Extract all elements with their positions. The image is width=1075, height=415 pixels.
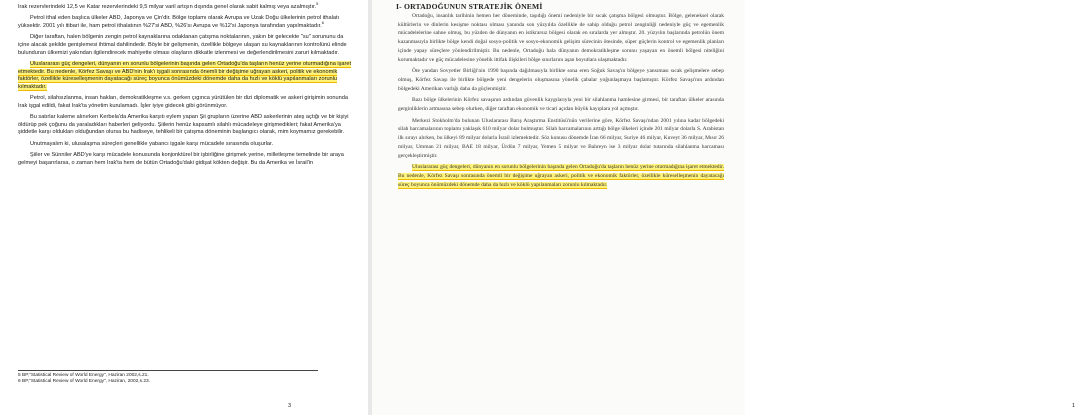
paragraph bbox=[398, 67, 724, 93]
highlighted-text: Uluslararası güç dengeleri, dünyanın en sorunlu bölgelerinin başında gelen Ortadoğu'da taşların henüz yerine oturmadığına işaret etmektedir. Bu nedenle, Körfez Savaşı sonrasında önemli bir değişime uğrayan askeri, politik ve ekonomik faktörler, özellikle küreselleşmenin dayatacağı süreç boyunca önümüzdeki dönemde daha da hızlı ve köklü yapılanmaları zorunlu kılmaktadır. bbox=[398, 164, 724, 188]
highlighted-paragraph bbox=[18, 61, 352, 91]
paragraph bbox=[398, 117, 724, 161]
paragraph-text: Irak rezervlerindeki 12,5 ve Katar rezervlerindeki 9,5 milyar varil artışın dışında genel olarak sabit kalmış veya azalmıştır. bbox=[18, 4, 317, 10]
paragraph-text: Unutmayalım ki, ulusalaşma süreçleri genellikle yabancı işgale karşı mücadele sırasında oluşurlar. bbox=[30, 140, 274, 147]
paragraph bbox=[18, 114, 352, 137]
paragraph-text: Ortadoğu, insanlık tarihinin hemen her döneminde, taşıdığı önemi nedeniyle bir sıcak çatışma bölgesi olmuştur. Bölge, geleneksel olarak kültürlerin ve dinlerin kesişme noktası olması yanında son yüzyılda özellikle de sahip olduğu petrol zenginliği nedeniyle güç ve egemenlik mücadelelerine sahne olmuş, bu yüzden de dünyanın en istikrarsız bölgesi olarak en sıralarda yer almıştır. 20. yüzyılın başlarında petrolün önem kazanmasıyla birlikte bölge kendi doğal sosyo-politik ve sosyo-ekonomik gelişim sürecinin ötesinde, süper güçlerin kontrol ve egemenlik planları içinde yapay süreçlere yönlendirilmiştir. Bu nedenle, Ortadoğu hala dünyanın demokratikleşme sorunu yaşayan en önemli bölgesi niteliğini korumaktadır ve güç mücadelesine yönelik ittifak ilişkileri bölge sınırlarını aşan boyutlara ulaşmaktadır. bbox=[398, 13, 724, 63]
page-number: 1 bbox=[1072, 403, 1075, 409]
paragraph bbox=[18, 141, 352, 149]
paragraph bbox=[18, 152, 352, 167]
footnotes bbox=[18, 370, 318, 385]
page-number: 3 bbox=[288, 403, 292, 409]
left-page-body bbox=[18, 1, 352, 171]
paragraph bbox=[398, 12, 724, 64]
paragraph bbox=[398, 96, 724, 113]
paragraph-text: Bu satırlar kaleme alınırken Kerbela'da Amerika karşıtı eylem yapan Şii grupların üzerine ABD askerlerinin ateş açtığı ve bir kişiyi öldürüp pek çoğunu da yaraladıkları haberleri geliyordu. Şiilerin henüz kapsamlı silahlı mücadeleye girişmedikleri; fakat Amerika'ya şiddetle karşı oldukları olduğundan olursa bu hadiseye, tehlikeli bir çatışma döneminin başlangıcı olarak, mim koymamız gerekebilir. bbox=[18, 114, 349, 136]
highlighted-paragraph bbox=[398, 163, 724, 189]
footnote-ref: 6 bbox=[321, 20, 325, 26]
right-document-page bbox=[372, 0, 1075, 415]
paragraph-text: Bazı bölge ülkelerinin Körfez savaşının ardından güvenlik kaygılarıyla yeni bir silahlanma hamlesine girmesi, bir taraftan ülkeler arasında gerginliklerin artmasına sebep olurken, diğer taraftan ekonomik ve ticari açıdan büyük kayıplara yol açmıştır. bbox=[398, 97, 724, 113]
footnote: 5 BP,"Statistical Review of World Energy", Haziran 2002,s.21. bbox=[18, 373, 149, 378]
section-title: I- ORTADOĞUNUN STRATEJİK ÖNEMİ bbox=[396, 2, 543, 11]
paragraph-text: Diğer taraftan, halen bölgenin zengin petrol kaynaklarına odaklanan çatışma noktalarının, yakın bir gelecekte "su" sorununu da içine alacak şekilde genişlemesi ihtimal dahilindedir. Böyle bir gelişmenin, özellikle bölgeye ulaşan su kaynaklarının kontrolünü elinde bulunduran ülkemizi yakından ilgilendirecek mahiyette olması olayların dikkatle izlenmesi ve değerlendirilmesini zaruri kılmaktadır. bbox=[18, 34, 347, 56]
right-page-body bbox=[398, 12, 724, 192]
paragraph-text: Şiiler ve Sünniler ABD'ye karşı mücadele konusunda konjonktürel bir işbirliğine girişmek yerine, milletleşme temelinde bir araya gelmeyi başarırlarsa, o zaman hem Irak'ta hem de bütün Ortadoğu'daki gidişat kökten değişir. Bu da Amerika ve İsrail'in bbox=[18, 152, 344, 166]
footnote: 6 BP,"Statistical Review of World Energy", Haziran, 2002,s.23. bbox=[18, 379, 151, 385]
paragraph bbox=[18, 15, 352, 30]
paragraph-text: Öte yandan Sovyetler Birliği'nin 1990 başında dağılmasıyla birlikte sona eren Soğuk Savaş'ın bölgeye yansıması sıcak gelişmelere sebep olmuş, Körfez Savaşı ile birlikte bölgede yeni dengelerin oluşmasına yönelik çabalar yoğunlaşmaya başlamıştır. Körfez Savaşı'nın ardından bölgedeki Amerikan varlığı daha da güçlenmiştir. bbox=[398, 68, 724, 92]
highlighted-text: Uluslararası güç dengeleri, dünyanın en sorunlu bölgelerinin başında gelen Ortadoğu'da taşların henüz yerine oturmadığına işaret etmektedir. Bu nedenle, Körfez Savaşı ve ABD'nin Irak'ı işgali sonrasında önemli bir değişime uğrayan askeri, politik ve ekonomik faktörler, özellikle küreselleşmenin dayatacağı süreç boyunca önümüzdeki dönemde daha da hızlı ve köklü yapılanmaları zorunlu kılmaktadır. bbox=[18, 60, 352, 90]
paragraph-text: Petrol ithal eden başlıca ülkeler ABD, Japonya ve Çin'dir. Bölge toplamı olarak Avrupa ve Uzak Doğu ülkelerinin petrol ithalatı yüksektir. 2001 yılı itibari ile, ham petrol ithalatının %27'si ABD, %26'sı Avrupa ve %12'si Japonya tarafından yapılmaktadır. bbox=[18, 15, 340, 29]
left-document-page bbox=[0, 0, 368, 415]
footnote-ref: 5 bbox=[316, 1, 319, 7]
paragraph bbox=[18, 1, 352, 12]
paragraph-text: Petrol, silahsızlanma, insan hakları, demokratikleşme v.s. gerken çıgınca yürütülen bir dizi diplomatik ve askeri girişimin sonunda Irak işgal edildi, fakat Irak'ta yönetim kurulamadı. İşler iyiye gidecek gibi görünmüyor. bbox=[18, 95, 348, 109]
paragraph bbox=[18, 34, 352, 57]
paragraph bbox=[18, 95, 352, 110]
paragraph-text: Merkezi Stokholm'da bulunan Uluslararası Barış Araştırma Enstitüsü'nün verilerine göre, Körfez Savaşı'ndan 2001 yılına kadar bölgedeki silah harcamalarının toplamı yaklaşık 610 milyar dolar bulmuştur. Silah harcamalarının arttığı bölge ülkeleri içinde 201 milyar dolarla S. Arabistan ilk sırayı alırken, bu ülkeyi 89 milyar dolarla İsrail izlemektedir. Söz konusu dönemde İran 66 milyar, Suriye 46 milyar, Kuveyt 36 milyar, Mısır 26 milyar, Umman 21 milyar, BAE 18 milyar, Ürdün 7 milyar, Yemen 5 milyar ve Bahreyn ise 3 milyar dolar tutarında silahlanma harcaması gerçekleştirmiştir. bbox=[398, 117, 724, 159]
